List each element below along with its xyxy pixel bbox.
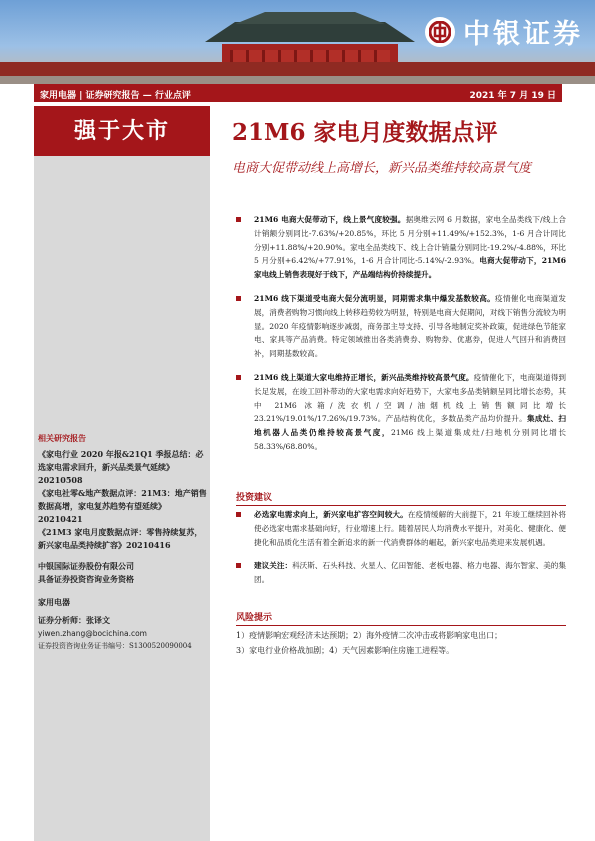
- analyst-cert: 证券投资咨询业务证书编号：S1300520090004: [38, 642, 192, 650]
- bullet-bold: 21M6 电商大促带动下，线上景气度较强。: [254, 215, 406, 224]
- related-reports: [38, 448, 210, 552]
- bullet-square-icon: [236, 563, 241, 568]
- bullet-text: 疫情催化下，电商渠道得到长足发展，在竣工回补带动的大家电需求向好趋势下，大家电多品类销额呈同比增长态势，其中 21M6 冰箱/洗衣机/空调/油烟机线上销售额同比增长 23.21%/19.01%/17.26%/19.73%。产品结构优化，多数品类产品均价提升。: [254, 372, 566, 424]
- rating-badge: 强于大市: [34, 106, 210, 156]
- risk-line: 3）家电行业价格战加剧；4）天气因素影响住房施工进程等。: [236, 646, 455, 655]
- bullet-text: 疫情催化电商渠道发展，消费者购物习惯向线上转移趋势较为明显，特别是电商大促期间，对线下销售分流较为明显。2020 年疫情影响逐步减弱，商务部主导支持、引导各地制定奖补政策，促进绿色节能家电、家具等产品消费。特定领域推出各类消费券、购物券、优惠券，促进人气回升和消费回补，同期基数较高。: [254, 293, 566, 359]
- bullet-square-icon: [236, 512, 241, 517]
- bullet-square-icon: [236, 375, 241, 380]
- palace-ground: [0, 76, 595, 84]
- related-report-link[interactable]: 《21M3 家电月度数据点评：零售持续复苏，新兴家电品类持续扩容》20210416: [38, 527, 203, 550]
- bullet-bold: 必选家电需求向上，新兴家电扩容空间较大。: [254, 510, 408, 519]
- bullet-text: 在疫情缓解的大前提下，21 年竣工继续回补将使必选家电需求基础向好，行业增速上行。随着居民人均消费水平提升，对美化、健康化、便捷化和品质化生活有着全新追求的新一代消费群体的崛起，新兴家电品类迎来发展机遇。: [254, 510, 567, 547]
- bullet-item: [236, 371, 566, 454]
- header-banner: [0, 0, 595, 84]
- invest-section-title: 投资建议: [236, 490, 566, 506]
- report-title: 21M6 家电月度数据点评: [232, 119, 498, 146]
- bullet-bold-2: 电商大促带动下，21M6 家电线上销售表现好于线下，产品端结构价持续提升。: [254, 256, 566, 280]
- company-name: 中银国际证券股份有限公司: [38, 561, 134, 571]
- related-reports-title: 相关研究报告: [38, 433, 86, 443]
- bullet-text: 据奥维云网 6 月数据，家电全品类线下/线上合计销额分别同比-7.63%/+20.85%，环比 5 月分别+11.49%/+152.3%，1-6 月合计同比分别+11.88%/+20.90%。家电全品类线下、线上合计销量分别同比-19.2%/-4.88%，环比 5 月分别+6.42%/+77.91%，1-6 月合计同比-5.14%/-2.93%。: [254, 215, 566, 266]
- report-subtitle: 电商大促带动线上高增长，新兴品类维持较高景气度: [232, 161, 532, 176]
- related-report-link[interactable]: 《家电行业 2020 年报&21Q1 季报总结：必选家电需求回升，新兴品类景气延续》20210508: [38, 449, 204, 485]
- palace-roof-illustration: [205, 12, 415, 46]
- brand-name: 中银证券: [463, 19, 583, 50]
- related-report-link[interactable]: 《家电社零&地产数据点评：21M3：地产销售数据高增，家电复苏趋势有望延续》20210421: [38, 488, 207, 524]
- bullet-item: [236, 508, 566, 549]
- bullet-item: [236, 292, 566, 361]
- invest-bullets: [236, 508, 566, 597]
- risk-line: 1）疫情影响宏观经济未达预期；2）海外疫情二次冲击或将影响家电出口；: [236, 631, 503, 640]
- bullet-item: [236, 559, 566, 587]
- analyst-email[interactable]: yiwen.zhang@bocichina.com: [38, 629, 147, 638]
- risk-section-title: 风险提示: [236, 610, 566, 626]
- bullet-bold: 21M6 线下渠道受电商大促分流明显，同期需求集中爆发基数较高。: [254, 293, 496, 303]
- bullet-bold: 21M6 线上渠道大家电维持正增长，新兴品类维持较高景气度。: [254, 372, 474, 382]
- report-date: 2021 年 7 月 19 日: [469, 91, 556, 101]
- bullet-bold: 建议关注：: [254, 561, 293, 571]
- report-header-bar: [34, 84, 562, 102]
- bullet-text: 科沃斯、石头科技、火星人、亿田智能、老板电器、格力电器、海尔智家、美的集团。: [254, 561, 567, 585]
- report-category: 家用电器 | 证券研究报告 — 行业点评: [40, 91, 191, 101]
- bullet-item: [236, 213, 566, 282]
- risk-text: [236, 628, 566, 658]
- bullet-text-2: 21M6 线上渠道集成灶/扫地机分别同比增长 58.33%/68.80%。: [254, 428, 567, 451]
- bullet-square-icon: [236, 296, 241, 301]
- analyst-name: 证券分析师：张译文: [38, 615, 110, 625]
- summary-bullets: [236, 213, 566, 464]
- bullet-bold-2: 集成灶、扫地机器人品类仍维持较高景气度，: [254, 414, 566, 438]
- sector-label: 家用电器: [38, 597, 70, 607]
- brand: [425, 12, 583, 51]
- bank-of-china-logo-icon: [425, 17, 455, 47]
- bullet-square-icon: [236, 217, 241, 222]
- company-license: 具备证券投资咨询业务资格: [38, 574, 134, 584]
